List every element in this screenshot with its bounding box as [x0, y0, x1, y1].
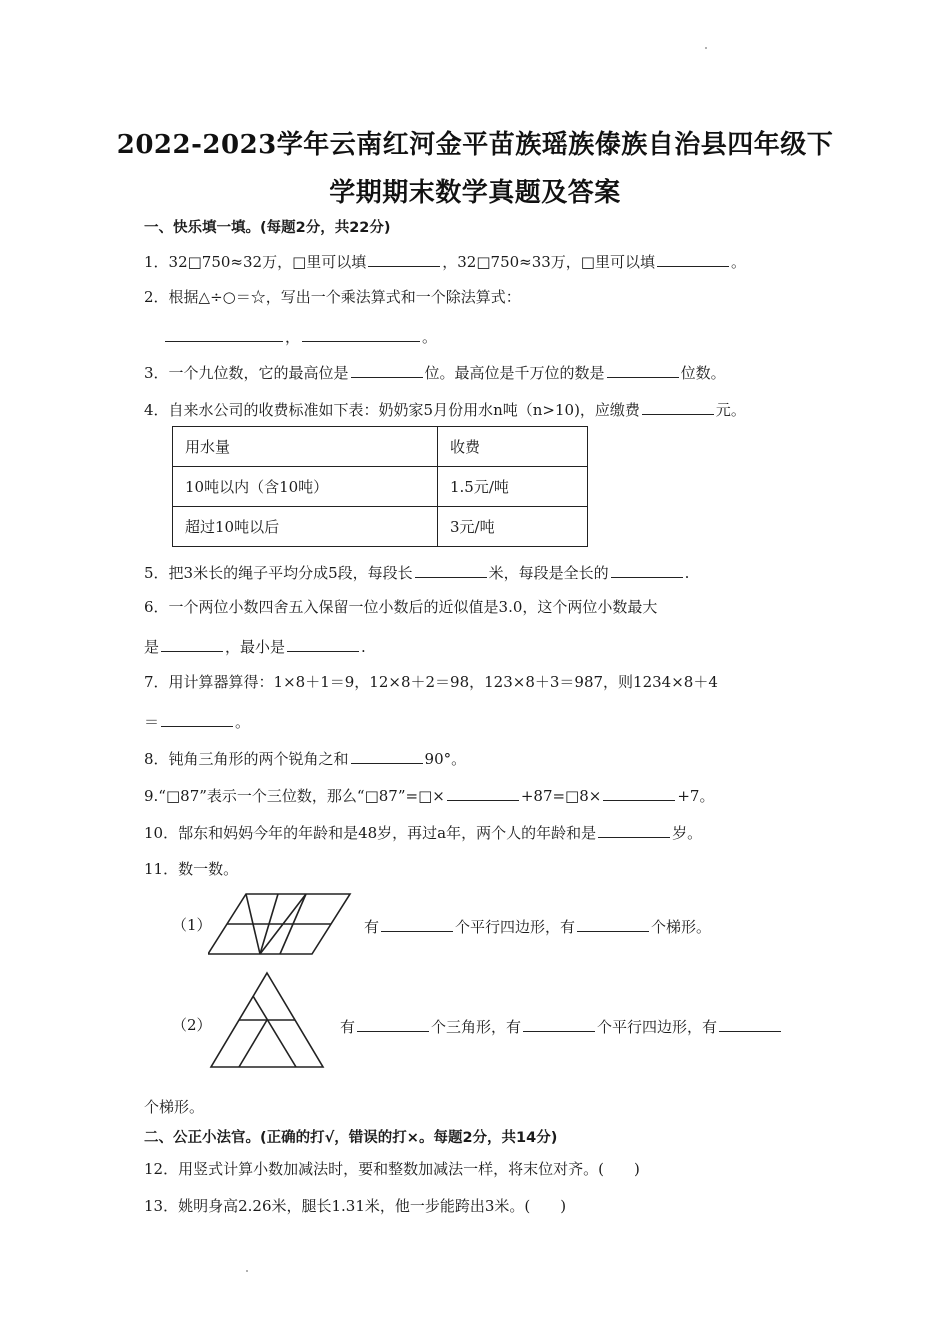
q10-text-b: 岁。 [672, 824, 703, 842]
q3-text-a: 3．一个九位数，它的最高位是 [144, 364, 349, 382]
q5-text-c: . [684, 564, 690, 582]
question-3 [144, 361, 726, 383]
answer-blank[interactable] [657, 250, 729, 267]
table-cell: 3元/吨 [438, 507, 588, 547]
q3-text-c: 位数。 [680, 364, 726, 382]
q7-text-a: 7．用计算器算得：1×8＋1＝9，12×8＋2＝98，123×8＋3＝987，则1234×8＋4 [144, 673, 718, 691]
q11-part2-text [340, 1015, 783, 1037]
q6-text-c: ，最小是 [225, 638, 286, 656]
question-6-cont [144, 635, 366, 657]
table-cell: 10吨以内（含10吨） [173, 467, 438, 507]
q4-text-b: 元。 [715, 401, 746, 419]
answer-blank[interactable] [351, 747, 423, 764]
answer-blank[interactable] [603, 784, 675, 801]
table-cell: 超过10吨以后 [173, 507, 438, 547]
answer-blank[interactable] [368, 250, 440, 267]
q5-text-b: 米，每段是全长的 [488, 564, 609, 582]
page-title-line2: 学期期末数学真题及答案 [329, 178, 621, 208]
q6-text-b: 是 [144, 638, 160, 656]
q4-text-a: 4．自来水公司的收费标准如下表：奶奶家5月份用水n吨（n>10)，应缴费 [144, 401, 640, 419]
table-row [173, 427, 588, 467]
q6-text-d: . [361, 638, 366, 656]
q1-text-a: 1．32□750≈32万，□里可以填 [144, 253, 367, 271]
q11-p2-text-c: 个平行四边形，有 [597, 1018, 718, 1036]
answer-blank[interactable] [642, 398, 714, 415]
water-fee-table [172, 426, 588, 547]
table-header-cell: 收费 [438, 427, 588, 467]
answer-blank[interactable] [598, 821, 670, 838]
answer-blank[interactable] [381, 915, 453, 932]
q1-text-c: 。 [730, 253, 746, 271]
answer-blank[interactable] [523, 1015, 595, 1032]
q11-p2-text-a: 有 [340, 1018, 356, 1036]
question-7 [144, 672, 718, 692]
q3-text-b: 位。最高位是千万位的数是 [424, 364, 605, 382]
q5-text-a: 5．把3米长的绳子平均分成5段，每段长 [144, 564, 413, 582]
answer-blank[interactable] [719, 1015, 781, 1032]
answer-blank[interactable] [415, 561, 487, 578]
question-2 [144, 287, 521, 307]
q11-part1-label: （1） [172, 916, 212, 934]
q2-text-c: 。 [422, 328, 438, 346]
answer-blank[interactable] [357, 1015, 429, 1032]
question-12: 12．用竖式计算小数加减法时，要和整数加减法一样，将末位对齐。( ) [144, 1160, 640, 1178]
answer-blank[interactable] [161, 635, 223, 652]
q11-p1-text-c: 个梯形。 [651, 918, 712, 936]
triangle-figure [208, 970, 326, 1070]
table-cell: 1.5元/吨 [438, 467, 588, 507]
parallelogram-figure [208, 890, 356, 960]
q8-text-a: 8．钝角三角形的两个锐角之和 [144, 750, 349, 768]
q7-text-b: ＝ [144, 713, 160, 731]
q7-text-c: 。 [235, 713, 251, 731]
question-10 [144, 821, 702, 843]
q2-text-a: 2．根据△÷○＝☆，写出一个乘法算式和一个除法算式： [144, 288, 521, 306]
q9-text-c: +7。 [677, 787, 715, 805]
page-title-line1: 2022-2023学年云南红河金平苗族瑶族傣族自治县四年级下 [116, 130, 834, 160]
answer-blank[interactable] [287, 635, 359, 652]
scan-dot [246, 1270, 248, 1272]
q11-p1-text-b: 个平行四边形，有 [455, 918, 576, 936]
question-8 [144, 747, 466, 769]
question-1 [144, 250, 746, 272]
answer-blank[interactable] [447, 784, 519, 801]
q11-text-a: 11．数一数。 [144, 860, 239, 878]
q11-p2-text-b: 个三角形，有 [431, 1018, 522, 1036]
q9-text-a: 9.“□87”表示一个三位数，那么“□87”=□× [144, 787, 445, 805]
inner-line [239, 1020, 267, 1067]
q11-part1-text [364, 915, 711, 937]
q6-text-a: 6．一个两位小数四舍五入保留一位小数后的近似值是3.0，这个两位小数最大 [144, 598, 658, 616]
table-row [173, 507, 588, 547]
q8-text-b: 90°。 [424, 750, 467, 768]
question-7-cont [144, 710, 250, 732]
question-2-answers [163, 325, 437, 347]
q1-text-b: ，32□750≈33万，□里可以填 [442, 253, 655, 271]
section2-heading: 二、公正小法官。(正确的打√，错误的打×。每题2分，共14分) [144, 1130, 558, 1146]
question-6 [144, 597, 657, 617]
question-9 [144, 784, 714, 806]
answer-blank[interactable] [611, 561, 683, 578]
answer-blank[interactable] [165, 325, 283, 342]
q11-part2-cont: 个梯形。 [144, 1098, 205, 1116]
question-5 [144, 561, 689, 583]
q9-text-b: +87=□8× [520, 787, 602, 805]
question-13: 13．姚明身高2.26米，腿长1.31米，他一步能跨出3米。( ) [144, 1197, 567, 1215]
table-row [173, 467, 588, 507]
answer-blank[interactable] [607, 361, 679, 378]
scan-dot [705, 47, 707, 49]
answer-blank[interactable] [351, 361, 423, 378]
answer-blank[interactable] [302, 325, 420, 342]
question-4 [144, 398, 746, 420]
section1-heading: 一、快乐填一填。(每题2分，共22分) [144, 220, 391, 236]
table-header-cell: 用水量 [173, 427, 438, 467]
q2-text-b: ， [285, 328, 301, 346]
answer-blank[interactable] [577, 915, 649, 932]
answer-blank[interactable] [161, 710, 233, 727]
q11-part2-label: （2） [172, 1016, 212, 1034]
q11-p1-text-a: 有 [364, 918, 380, 936]
question-11 [144, 859, 238, 879]
q10-text-a: 10．郜东和妈妈今年的年龄和是48岁，再过a年，两个人的年龄和是 [144, 824, 597, 842]
